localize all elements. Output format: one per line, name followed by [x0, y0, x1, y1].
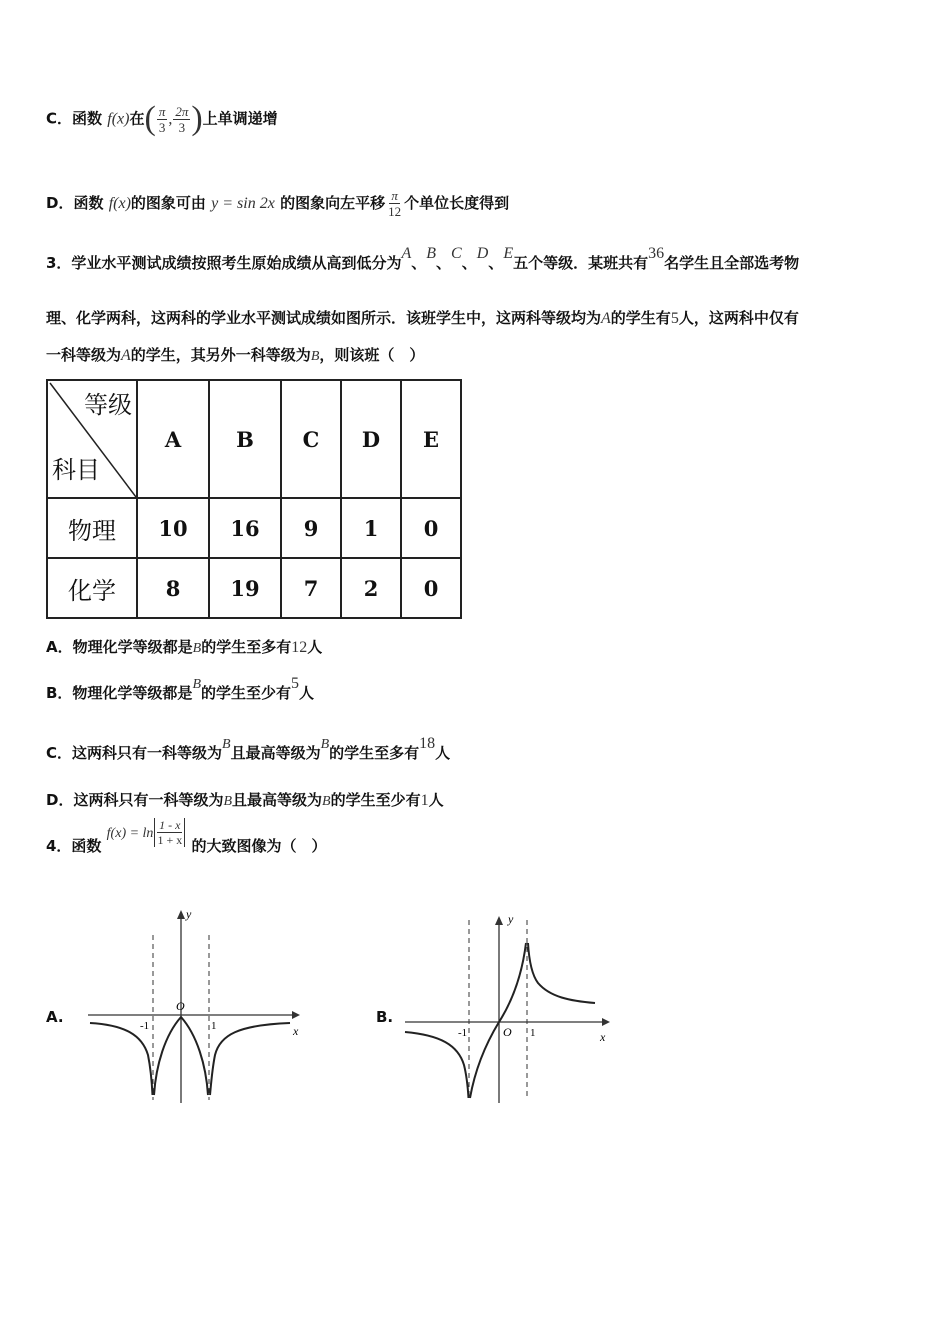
- table-cell: 9: [281, 498, 341, 558]
- q3-stem-line1: 3．学业水平测试成绩按照考生原始成绩从高到低分为A、B、C、D、E五个等级．某班共有36名学生且全部选考物: [46, 245, 800, 272]
- q3-option-a: A．物理化学等级都是B的学生至多有12人: [46, 638, 323, 656]
- table-header-row: [47, 380, 461, 498]
- table-cell: 0: [401, 498, 461, 558]
- table-cell: 7: [281, 558, 341, 618]
- origin-label: O: [503, 1025, 512, 1039]
- y-axis-arrow: [495, 916, 503, 925]
- table-cell: 0: [401, 558, 461, 618]
- q2-option-d: D．函数 f(x)的图象可由 y = sin 2x 的图象向左平移 $\frac{\pi}{12}$ 个单位长度得到: [46, 188, 510, 219]
- table-cell: 2: [341, 558, 401, 618]
- corner-grade-label: 等级: [84, 391, 132, 419]
- y-label: y: [186, 907, 192, 921]
- origin-label: O: [176, 999, 185, 1013]
- x-label: x: [293, 1024, 299, 1038]
- curve-left: [90, 1023, 153, 1095]
- tick-pos1: 1: [211, 1020, 217, 1032]
- q3-stem-line2: 理、化学两科，这两科的学业水平测试成绩如图所示．该班学生中，这两科等级均为A的学生有5人，这两科中仅有: [46, 309, 799, 327]
- curve-right: [528, 943, 595, 1003]
- table-cell: 8: [137, 558, 209, 618]
- table-row: [47, 498, 461, 558]
- table-cell: 19: [209, 558, 281, 618]
- tick-neg1: -1: [458, 1027, 468, 1039]
- tick-neg1: -1: [140, 1020, 150, 1032]
- x-axis-arrow: [602, 1018, 610, 1026]
- table-cell: 16: [209, 498, 281, 558]
- x-axis-arrow: [292, 1011, 300, 1019]
- corner-subject-label: 科目: [52, 456, 100, 484]
- x-label: x: [600, 1030, 606, 1044]
- q2-option-c: C．函数 f(x)在( $\frac{\pi}{3}$ , $\frac{2\pi}{3}$ )上单调递增: [46, 100, 278, 137]
- y-label: y: [508, 912, 514, 926]
- curve-middle: [470, 943, 526, 1098]
- tick-pos1: 1: [530, 1027, 536, 1039]
- graph-a-label: A.: [46, 1008, 64, 1026]
- table-row: [47, 558, 461, 618]
- curve-right: [210, 1023, 290, 1095]
- header-grade-a: A: [137, 380, 209, 498]
- subject-physics: 物理: [47, 498, 137, 558]
- header-grade-d: D: [341, 380, 401, 498]
- header-grade-e: E: [401, 380, 461, 498]
- q4-stem: 4．函数 f(x) = ln $\frac{1 - x}{1 + x}$ 的大致图像为（ ）: [46, 818, 327, 855]
- q3-option-b: B．物理化学等级都是B的学生至少有5人: [46, 675, 315, 702]
- graph-b: [400, 905, 620, 1105]
- graph-b-label: B.: [376, 1008, 394, 1026]
- q3-option-c: C．这两科只有一科等级为B且最高等级为B的学生至多有18人: [46, 735, 451, 762]
- header-grade-c: C: [281, 380, 341, 498]
- q3-option-d: D．这两科只有一科等级为B且最高等级为B的学生至少有1人: [46, 791, 444, 809]
- table-corner-cell: [47, 380, 137, 498]
- grade-table: [46, 379, 462, 619]
- y-axis-arrow: [177, 910, 185, 919]
- subject-chemistry: 化学: [47, 558, 137, 618]
- graph-a: [80, 905, 310, 1105]
- header-grade-b: B: [209, 380, 281, 498]
- curve-left: [405, 1032, 469, 1098]
- table-cell: 10: [137, 498, 209, 558]
- q3-stem-line3: 一科等级为A的学生，其另外一科等级为B，则该班（ ）: [46, 346, 425, 364]
- table-cell: 1: [341, 498, 401, 558]
